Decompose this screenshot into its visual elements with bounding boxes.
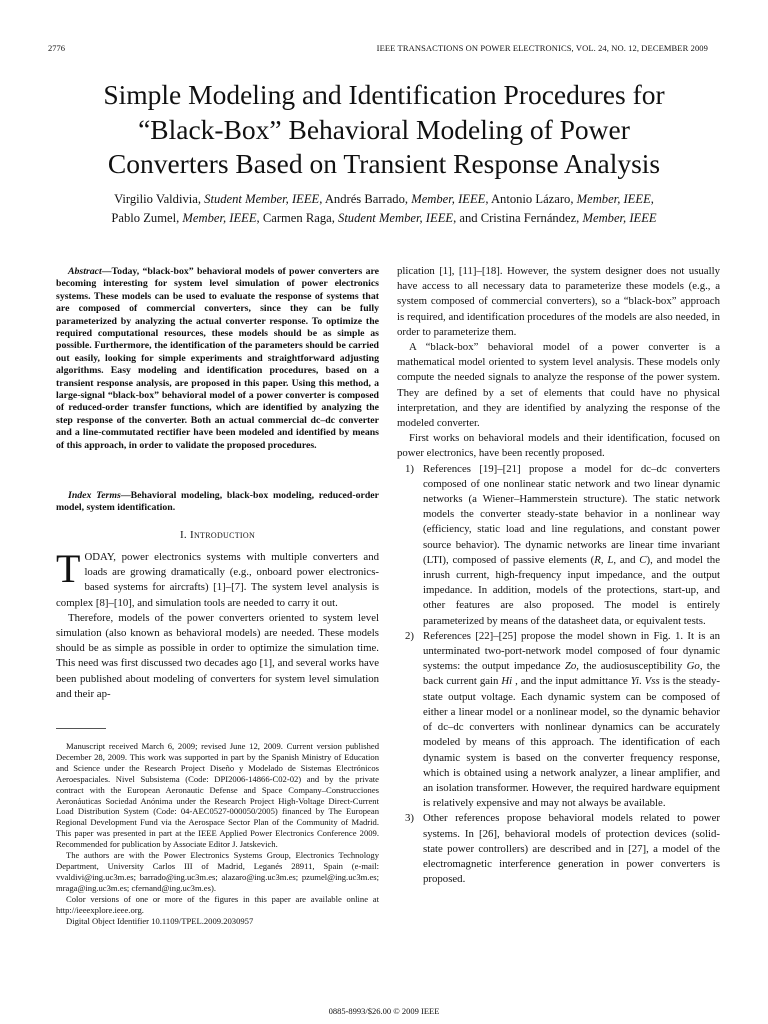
index-terms-text: —Behavioral modeling, black-box modeling, reduced-order model, system identification. xyxy=(56,490,379,514)
author-role: Student Member, IEEE xyxy=(204,192,320,206)
paragraph: A “black-box” behavioral model of a power converter is a mathematical model oriented to system level analysis. These models only compute the needed signals to analyze the response of the power system. They are defined by a set of elements that could have no physical interpretation, and they are identified by analyzing the response of the modeled converter. xyxy=(397,341,720,430)
list-item xyxy=(397,811,720,887)
list-item xyxy=(397,629,720,811)
page-number: 2776 xyxy=(48,43,65,53)
paragraph: Therefore, models of the power converters oriented to system level simulation (also known as behavioral models) are needed. These models should be as simple as possible in order to optimize the simulation time. This need was first discussed two decades ago [1], and several works have been published about modeling of converters for system level simulation and their ap- xyxy=(56,611,379,700)
footnote: Manuscript received March 6, 2009; revised June 12, 2009. Current version published December 28, 2009. This work was supported in part by the Spanish Ministry of Education and Science under the Research Project Diseño y Modelado de Sistemas Electrónicos Aeroespaciales. Nivel Subsistema (Code: DPI2006-14866-C02-02) and by the private contract with the European Aeronautic Defense and Space Company–Construcciones Aeronáuticas Sociedad Anónima under the Research Project High-Voltage Direct-Current Load Distribution System (Code: 04-AEC0527-000050/2005) financed by The European Regional Development Fund via the Aerospace Sector Plan of the Community of Madrid. This paper was presented in part at the IEEE Applied Power Electronics Conference 2009. Recommended for publication by Associate Editor J. Jatskevich. xyxy=(56,741,379,850)
paragraph: First works on behavioral models and their identification, focused on power electronics, have been recently proposed. xyxy=(397,432,720,460)
list-number: 3) xyxy=(405,812,414,825)
abstract xyxy=(56,266,379,452)
footnote: Color versions of one or more of the figures in this paper are available online at http://ieeexplore.ieee.org. xyxy=(56,893,379,915)
journal-header: IEEE TRANSACTIONS ON POWER ELECTRONICS, VOL. 24, NO. 12, DECEMBER 2009 xyxy=(376,43,708,53)
author-name: , Carmen Raga, xyxy=(256,211,339,225)
title-line: Simple Modeling and Identification Procedures for xyxy=(103,79,665,110)
footnote: Digital Object Identifier 10.1109/TPEL.2009.2030957 xyxy=(66,915,254,926)
math-symbol: Go xyxy=(686,660,700,673)
math-symbol: Hi xyxy=(501,675,513,688)
paragraph: plication [1], [11]–[18]. However, the system designer does not usually have access to all necessary data to parameterize these models (e.g., a system composed of commercial converters), so a “black-box” approach is required, and identification procedures of the models are also needed, in order to parameterize them. xyxy=(397,265,720,338)
separator: , xyxy=(650,192,654,206)
list-number: 1) xyxy=(405,462,414,475)
footnotes xyxy=(56,741,379,926)
footnote: The authors are with the Power Electronics Systems Group, Electronics Technology Department, University Carlos III of Madrid, Leganés 28911, Spain (e-mail: vvaldivi@ing.uc3m.es; barrado@ing.uc3m.es; alazaro@ing.uc3m.es; pzumel@ing.uc3m.es; mraga@ing.uc3m.es; cfernand@ing.uc3m.es). xyxy=(56,850,379,893)
section-heading: I. Introduction xyxy=(179,529,256,541)
copyright-footer: 0885-8993/$26.00 © 2009 IEEE xyxy=(328,1006,440,1016)
item-text: , and the input admittance xyxy=(512,675,631,688)
abstract-text: —Today, “black-box” behavioral models of power converters are becoming interesting for system level simulation of power electronics systems. These models can be used to evaluate the response of systems that are composed of commercial converters, since they can be fully parameterized by analyzing the actual converter response. To optimize the required computational resources, these models should be as simple as possible. Furthermore, the identification of the parameters should be carried out easily, looking for simple experiments and straightforward adjusting algorithms. Easy modeling and identification procedures, based on a transient response analysis, are proposed in this paper. Using this method, a large-signal “black-box” behavioral model of a power converter is composed of reduced-order transfer functions, which are identified by analyzing the step response of the converter. Both an actual commercial dc–dc converter and a line-commutated rectifier have been modeled and identified by means of this approach, in order to validate the proposed procedures. xyxy=(56,266,379,451)
paper-title xyxy=(40,78,728,182)
index-terms-label: Index Terms xyxy=(68,490,121,501)
title-line: “Black-Box” Behavioral Modeling of Power xyxy=(138,113,630,145)
symbol: L xyxy=(607,553,614,566)
author-list xyxy=(40,190,728,228)
author-role: Member, IEEE xyxy=(582,211,657,225)
symbol: C xyxy=(639,553,647,566)
math-symbol: Zo xyxy=(564,660,577,673)
author-line xyxy=(40,209,728,228)
item-text: , and xyxy=(613,553,640,566)
list-item xyxy=(397,462,720,629)
item-text: ), and model the inrush current, high-frequency input impedance, and the output impedance. In addition, models of the protections, start-up, and other features are also proposed. The model is entirely parameterized by means of the datasheet data, or equivalent tests. xyxy=(423,553,720,627)
author-role: Member, IEEE xyxy=(182,211,257,225)
item-text: Other references propose behavioral models related to power systems. In [26], behavioral models of protection devices (solid-state power controllers) are described and in [27], a model of the electromagnetic interference generation in power converters is proposed. xyxy=(423,812,720,886)
item-text: References [19]–[21] propose a model for dc–dc converters composed of one nonlinear static network and two linear dynamic networks (a Wiener–Hammerstein structure). The static network models the converter steady-state behavior in a nonlinear way (efficiency, static load and line regulations, and constant power source behavior). The dynamic networks are linear time invariant (LTI), composed of passive elements ( xyxy=(423,462,720,566)
item-text: , the audiosusceptibility xyxy=(576,660,687,673)
author-role: Member, IEEE xyxy=(576,192,651,206)
paragraph xyxy=(56,546,379,611)
list-number: 2) xyxy=(405,629,414,642)
abstract-label: Abstract xyxy=(68,266,102,277)
author-name: , and Cristina Fernández, xyxy=(453,211,583,225)
item-text: . xyxy=(639,675,645,688)
math-symbol: Yi xyxy=(630,675,639,688)
author-role: Student Member, IEEE xyxy=(338,211,454,225)
author-name: , Antonio Lázaro, xyxy=(485,192,577,206)
author-name: Pablo Zumel, xyxy=(111,211,183,225)
index-terms xyxy=(56,490,379,515)
author-role: Member, IEEE xyxy=(411,192,486,206)
author-name: Virgilio Valdivia, xyxy=(114,192,205,206)
item-text: , the back current gain xyxy=(423,660,720,688)
item-text: References [22]–[25] propose the model shown in Fig. 1. It is an unterminated two-port-network model composed of four dynamic systems: the output impedance xyxy=(423,629,720,673)
paragraph-text: ODAY, power electronics systems with multiple converters and loads are growing dramatically (e.g., onboard power electronics-based systems for aircrafts) [1]–[7]. The system level analysis is complex [8]–[10], and simulation tools are needed to carry it out. xyxy=(56,551,379,609)
symbol: R xyxy=(594,553,601,566)
math-symbol: Vss xyxy=(644,675,660,688)
item-text: is the steady-state output voltage. Each dynamic system can be composed of either a linear model or a nonlinear model, so the dynamic behavior of dc–dc converters with nonlinear dynamics can be accurately modeled by means of this approach. The identification of each dynamic system is based on the converter frequency response, which is obtained using a network analyzer, a linear amplifier, and an isolation transformer. However, the required hardware equipment is relatively expensive and may not always be available. xyxy=(423,675,721,810)
drop-cap: T xyxy=(56,546,81,591)
title-line: Converters Based on Transient Response Analysis xyxy=(107,148,661,179)
author-name: , Andrés Barrado, xyxy=(319,192,412,206)
right-column xyxy=(397,264,720,887)
author-line xyxy=(40,190,728,209)
item-text: , xyxy=(600,553,608,566)
reference-list xyxy=(397,462,720,888)
introduction-body xyxy=(56,546,379,702)
footnote-rule xyxy=(56,728,106,729)
